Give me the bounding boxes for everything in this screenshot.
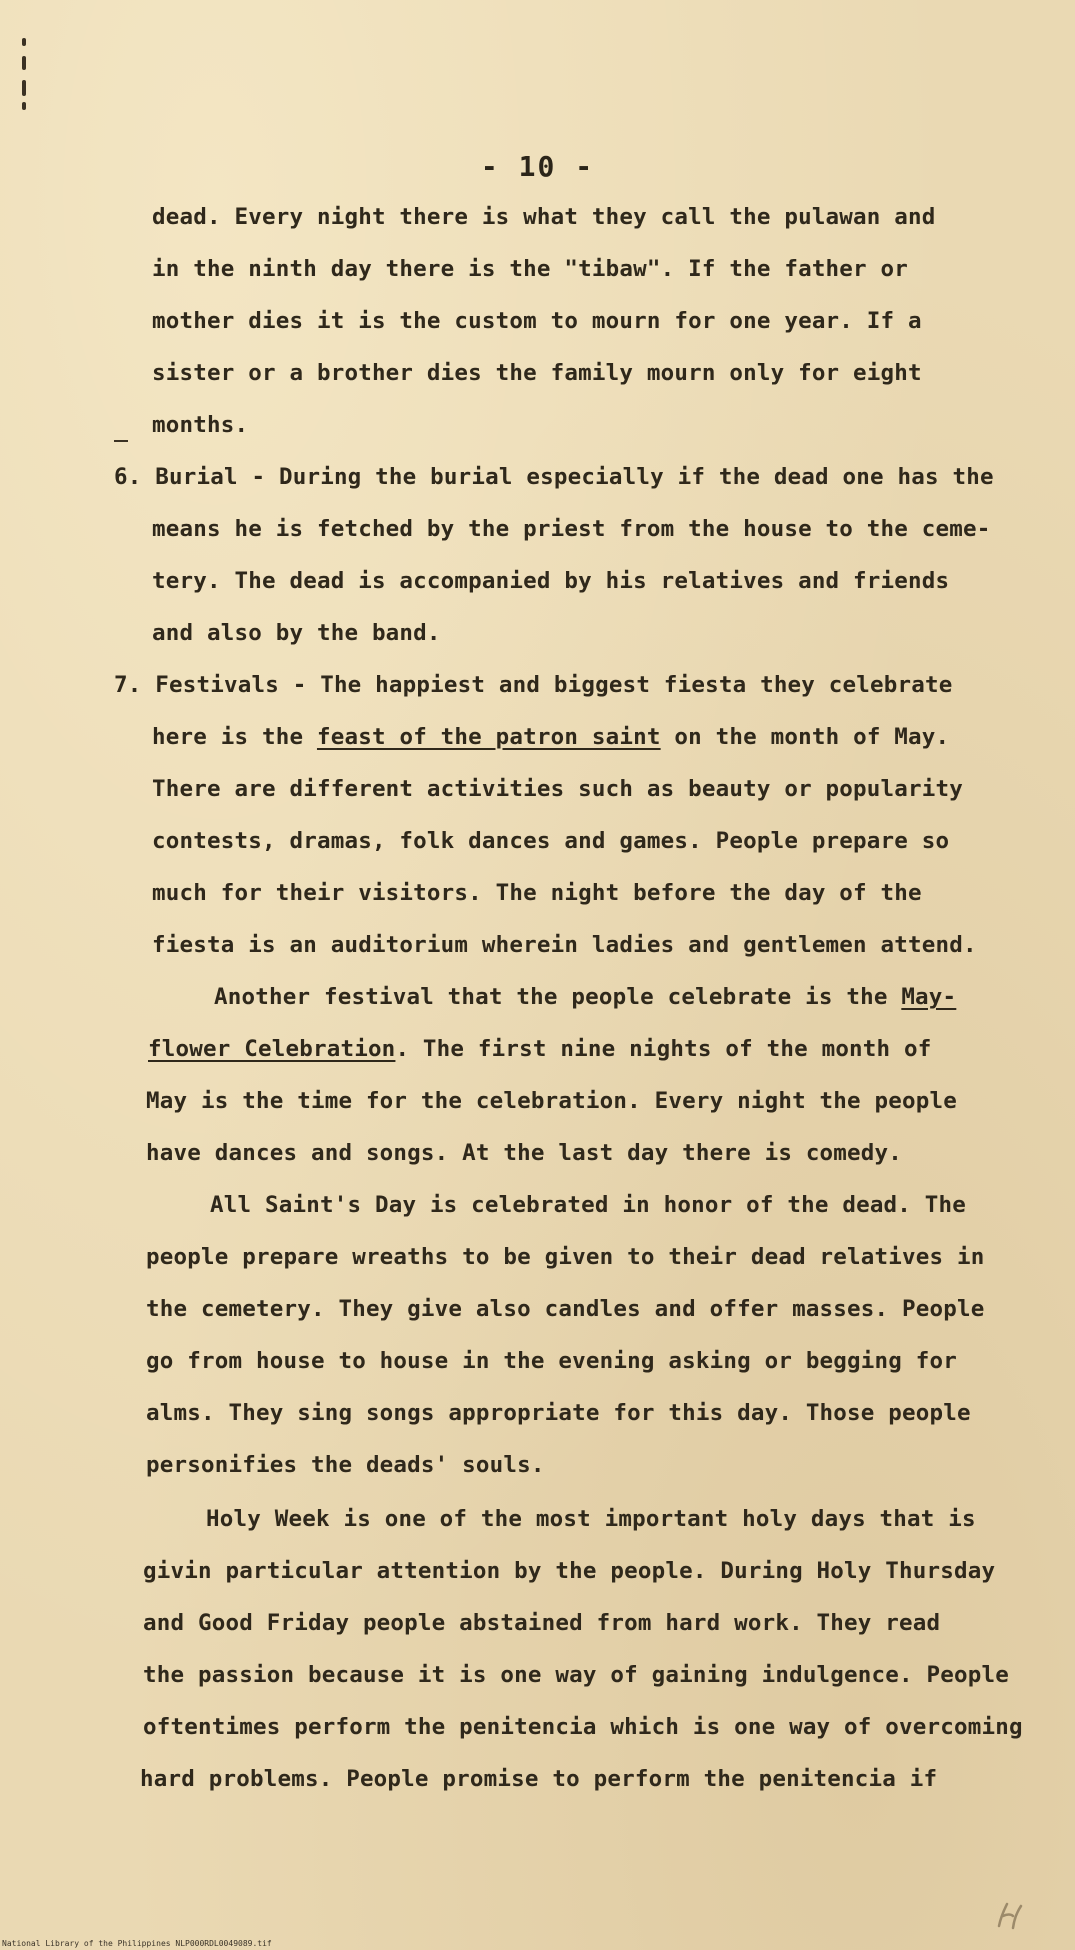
text-line: givin particular attention by the people. During Holy Thursday (143, 1558, 996, 1584)
text-line: much for their visitors. The night before the day of the (152, 880, 922, 906)
text-line: means he is fetched by the priest from the house to the ceme- (152, 516, 991, 542)
text-line: the passion because it is one way of gaining indulgence. People (143, 1662, 1010, 1688)
text-line: and also by the band. (152, 620, 441, 646)
text-line (148, 1038, 932, 1061)
underlined-phrase: flower Celebration (148, 1036, 396, 1062)
text-line: hard problems. People promise to perform the penitencia if (140, 1766, 938, 1792)
text-line: oftentimes perform the penitencia which is one way of overcoming (143, 1714, 1023, 1740)
text-run: Another festival that the people celebrate is the (214, 984, 902, 1010)
text-line: months. (152, 412, 249, 438)
text-line: 6. Burial - During the burial especially if the dead one has the (114, 464, 994, 490)
text-line: personifies the deads' souls. (146, 1452, 545, 1478)
text-run: here is the (152, 724, 317, 750)
text-line: in the ninth day there is the "tibaw". If the father or (152, 256, 909, 282)
text-line: fiesta is an auditorium wherein ladies and gentlemen attend. (152, 932, 977, 958)
underlined-phrase: May- (901, 984, 957, 1010)
text-line: All Saint's Day is celebrated in honor of the dead. The (210, 1192, 967, 1218)
margin-dash-mark (114, 440, 128, 442)
text-line: go from house to house in the evening asking or begging for (146, 1348, 958, 1374)
handwritten-mark (993, 1898, 1027, 1936)
scan-footer: National Library of the Philippines NLP000RDL0049089.tif (2, 1939, 272, 1948)
text-line: and Good Friday people abstained from hard work. They read (143, 1610, 941, 1636)
text-line: the cemetery. They give also candles and offer masses. People (146, 1296, 985, 1322)
text-line (152, 726, 949, 749)
margin-punch-marks (18, 30, 30, 110)
text-line: contests, dramas, folk dances and games. People prepare so (152, 828, 950, 854)
text-line: 7. Festivals - The happiest and biggest fiesta they celebrate (114, 672, 953, 698)
text-run: . The first nine nights of the month of (395, 1036, 932, 1062)
text-line: May is the time for the celebration. Every night the people (146, 1088, 958, 1114)
text-line (214, 986, 956, 1009)
text-run: on the month of May. (660, 724, 950, 750)
text-line: sister or a brother dies the family mourn only for eight (152, 360, 922, 386)
underlined-phrase: feast of the patron saint (316, 724, 661, 750)
text-line: Holy Week is one of the most important holy days that is (206, 1506, 976, 1532)
text-line: alms. They sing songs appropriate for this day. Those people (146, 1400, 971, 1426)
text-line: tery. The dead is accompanied by his relatives and friends (152, 568, 950, 594)
text-line: have dances and songs. At the last day there is comedy. (146, 1140, 903, 1166)
text-line: There are different activities such as beauty or popularity (152, 776, 964, 802)
text-line: mother dies it is the custom to mourn for one year. If a (152, 308, 922, 334)
text-line: people prepare wreaths to be given to their dead relatives in (146, 1244, 985, 1270)
page-number: - 10 - (480, 150, 595, 183)
text-line: dead. Every night there is what they call the pulawan and (152, 204, 936, 230)
